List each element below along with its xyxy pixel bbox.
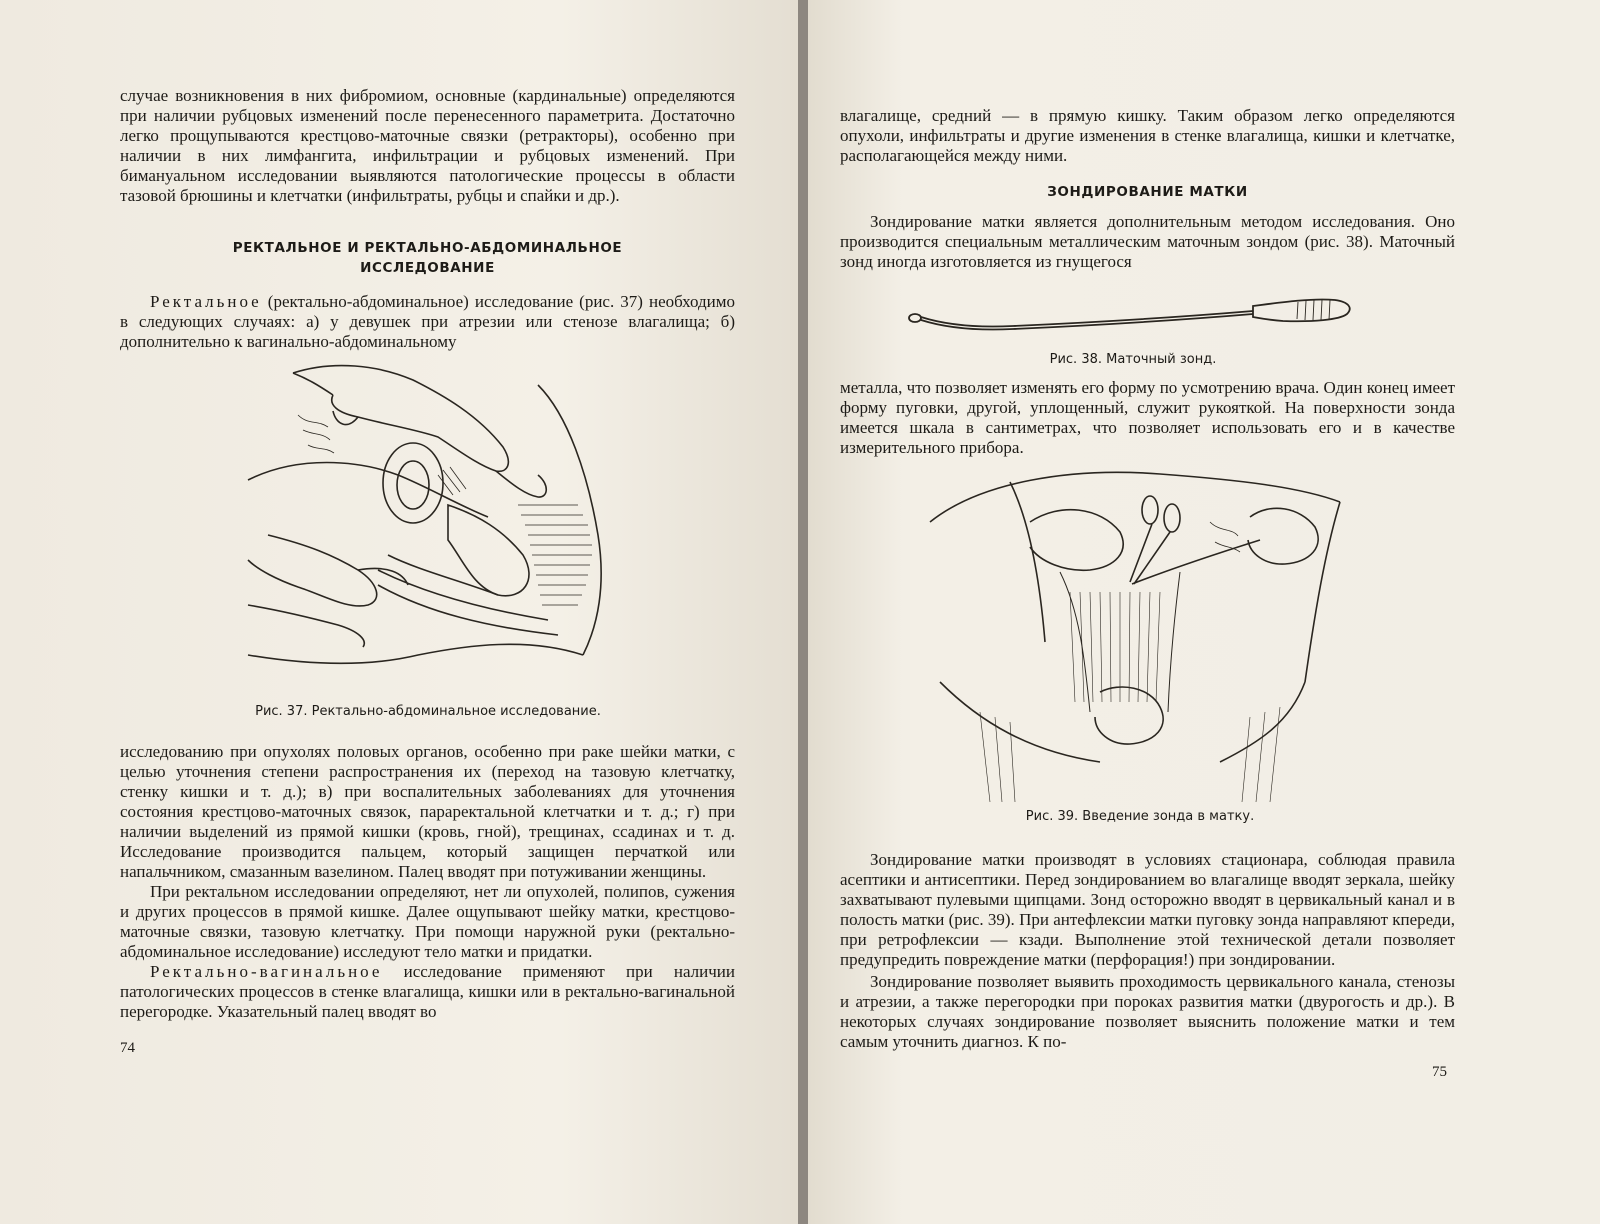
rectovaginal-text: исследование применяют при наличии патологических процессов в стенке влагалища, кишки или в ректально-вагинальной перегородке. Указательный палец вводят во [120, 962, 735, 1021]
paragraph-probe: Зондирование матки является дополнительным методом исследования. Оно производится специальным металлическим маточным зондом (рис. 38). Маточный зонд иногда изготовляется из гнущегося [840, 212, 1455, 271]
page-number-right: 75 [1432, 1064, 1447, 1080]
right-page [808, 0, 1600, 1224]
heading-line-1: РЕКТАЛЬНОЕ И РЕКТАЛЬНО-АБДОМИНАЛЬНОЕ [232, 240, 623, 256]
paragraph-rectovaginal [120, 962, 735, 1022]
paragraph-reveals: Зондирование позволяет выявить проходимость цервикального канала, стенозы и атрезии, а также перегородки при пороках развития матки (двурогость и др.). В некоторых случаях зондирование позволяет выяснить положение матки и тем самым уточнить диагноз. К по- [840, 972, 1455, 1051]
term-rectovaginal: Ректально-вагинальное [150, 962, 383, 981]
rectal-intro-text: (ректально-абдоминальное) исследование (рис. 37) необходимо в следующих случаях: а) у девушек при атрезии или стенозе влагалища; б) дополнительно к вагинально-абдоминальному [120, 292, 735, 351]
left-text-bottom [120, 742, 735, 1022]
left-text-top [120, 86, 735, 206]
figure-37 [238, 355, 618, 719]
figure-37-illustration [238, 355, 618, 700]
heading-line-2: ИССЛЕДОВАНИЕ [360, 260, 495, 276]
paragraph-continued: исследованию при опухолях половых органов, особенно при раке шейки матки, с целью уточнения степени распространения их (переход на тазовую клетчатку, стенку кишки и т. д.); в) при воспалительных заболеваниях для уточнения состояния крестцово-маточных связок, параректальной клетчатки и т. д.; г) при наличии выделений из прямой кишки (кровь, гной), трещинах, ссадинах и т. д. Исследование производится пальцем, который защищен перчаткой или напальчником, смазанным вазелином. Палец вводят при потуживании женщины. [120, 742, 735, 881]
figure-38-illustration [903, 290, 1363, 350]
figure-39-caption: Рис. 39. Введение зонда в матку. [1025, 809, 1255, 824]
paragraph-metal: металла, что позволяет изменять его форму по усмотрению врача. Один конец имеет форму пуговки, другой, уплощенный, служит рукояткой. На поверхности зонда имеется шкала в сантиметрах, что позволяет использовать его и в качестве измерительного прибора. [840, 378, 1455, 457]
figure-38 [903, 290, 1363, 367]
figure-38-caption: Рис. 38. Маточный зонд. [1049, 352, 1217, 367]
right-text-probe [840, 212, 1455, 272]
section-heading-rectal [120, 238, 735, 278]
paragraph-continuation-right: влагалище, средний — в прямую кишку. Таким образом легко определяются опухоли, инфильтраты и другие изменения в стенке влагалища, кишки и клетчатке, располагающейся между ними. [840, 106, 1455, 165]
section-heading-probing: ЗОНДИРОВАНИЕ МАТКИ [1047, 184, 1248, 200]
term-rectal: Ректальное [150, 292, 262, 311]
right-text-metal [840, 378, 1455, 458]
paragraph-rectal-exam: При ректальном исследовании определяют, нет ли опухолей, полипов, сужения и других процессов в прямой кишке. Далее ощупывают шейку матки, крестцово-маточные связки, тазовую клетчатку. При помощи наружной руки (ректально-абдоминальное исследование) исследуют тело матки и придатки. [120, 882, 735, 961]
left-text-intro [120, 292, 735, 352]
paragraph-rectal-intro [120, 292, 735, 352]
page-number-left: 74 [120, 1040, 135, 1056]
right-text-top [840, 106, 1455, 166]
figure-39-illustration [920, 462, 1360, 807]
paragraph-continuation: случае возникновения в них фибромиом, основные (кардинальные) определяются при наличии рубцовых изменений после перенесенного параметрита. Достаточно легко прощупываются крестцово-маточные связки (ретракторы), особенно при наличии в них лимфангита, инфильтрации и рубцовых изменений. При бимануальном исследовании выявляются патологические процессы в области тазовой брюшины и клетчатки (инфильтраты, рубцы и спайки и др.). [120, 86, 735, 205]
paragraph-conditions: Зондирование матки производят в условиях стационара, соблюдая правила асептики и антисептики. Перед зондированием во влагалище вводят зеркала, шейку захватывают пулевыми щипцами. Зонд осторожно вводят в цервикальный канал и в полость матки (рис. 39). При антефлексии матки пуговку зонда направляют кпереди, при ретрофлексии — кзади. Выполнение этой технической детали позволяет предупредить повреждение матки (перфорация!) при зондировании. [840, 850, 1455, 969]
figure-37-caption: Рис. 37. Ректально-абдоминальное исследование. [255, 704, 601, 719]
figure-39 [920, 462, 1360, 824]
right-text-bottom [840, 850, 1455, 1052]
